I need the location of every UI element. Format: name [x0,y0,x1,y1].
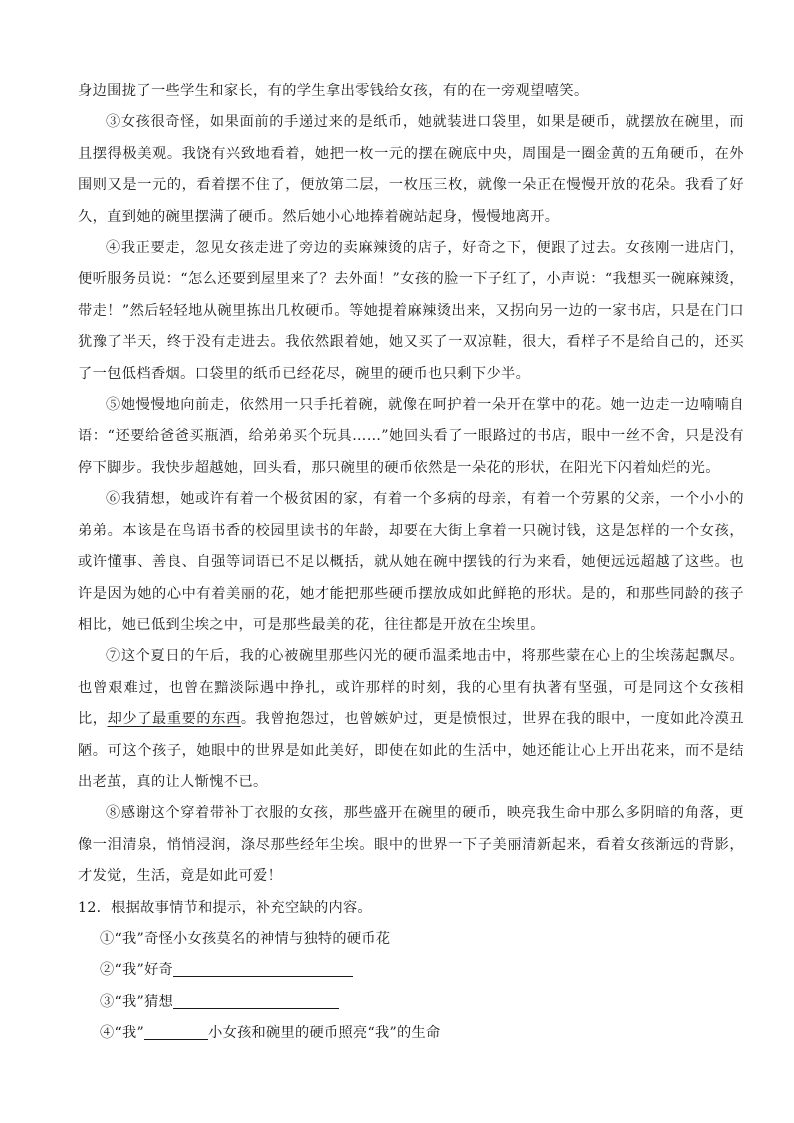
question-item-4 [78,1018,744,1049]
passage-paragraph-7 [78,641,744,798]
answer-blank-4[interactable] [144,1023,208,1040]
passage-paragraph-6: ⑥我猜想，她或许有着一个极贫困的家，有着一个多病的母亲，有着一个劳累的父亲，一个小小的弟弟。本该是在鸟语书香的校园里读书的年龄，却要在大街上拿着一只碗讨钱，这是怎样的一个女孩，或许懂事、善良、自强等词语已不足以概括，就从她在碗中摆钱的行为来看，她便远远超越了这些。也许是因为她的心中有着美丽的花，她才能把那些硬币摆放成如此鲜艳的形状。是的，和那些同龄的孩子相比，她已低到尘埃之中，可是那些最美的花，往往都是开放在尘埃里。 [78,491,744,633]
underlined-phrase: 却少了最重要的东西 [107,711,241,728]
paragraph-7-text-b: 。我曾抱怨过，也曾嫉妒过，更是愤恨过，世界在我的眼中，一度如此冷漠丑陋。可这个孩子，她眼中的世界是如此美好，即使在如此的生活中，她还能让心上开出花来，而不是结出老茧，真的让人惭愧不已。 [78,711,744,790]
question-item-3 [78,987,744,1018]
paragraph-7-text-a: ⑦这个夏日的午后，我的心被碗里那些闪光的硬币温柔地击中，将那些蒙在心上的尘埃荡起飘尽。也曾艰难过，也曾在黯淡际遇中挣扎，或许那样的时刻，我的心里有执著有坚强，可是同这个女孩相比， [78,648,744,728]
question-stem: 12．根据故事情节和提示，补充空缺的内容。 [78,899,372,916]
passage-paragraph-8: ⑧感谢这个穿着带补丁衣服的女孩，那些盛开在碗里的硬币，映亮我生命中那么多阴暗的角落，更像一泪清泉，悄悄浸润，涤尽那些经年尘埃。眼中的世界一下子美丽清新起来，看着女孩渐远的背影，才发觉，生活，竟是如此可爱！ [78,805,744,885]
item-4-label: ④“我” [100,1025,145,1042]
passage-paragraph-4: ④我正要走，忽见女孩走进了旁边的卖麻辣烫的店子，好奇之下，便跟了过去。女孩刚一进店门，便听服务员说：“怎么还要到屋里来了？去外面！”女孩的脸一下子红了，小声说：“我想买一碗麻辣烫，带走！”然后轻轻地从碗里拣出几枚硬币。等她提着麻辣烫出来，又拐向另一边的一家书店，只是在门口犹豫了半天，终于没有走进去。我依然跟着她，她又买了一双凉鞋，很大，看样子不是给自己的，还买了一包低档香烟。口袋里的纸币已经花尽，碗里的硬币也只剩下少半。 [78,240,744,382]
passage-paragraph-3: ③女孩很奇怪，如果面前的手递过来的是纸币，她就装进口袋里，如果是硬币，就摆放在碗里，而且摆得极美观。我饶有兴致地看着，她把一枚一元的摆在碗底中央，周围是一圈金黄的五角硬币，在外围则又是一元的，看着摆不住了，便放第二层，一枚压三枚，就像一朵正在慢慢开放的花朵。我看了好久，直到她的碗里摆满了硬币。然后她小心地捧着碗站起身，慢慢地离开。 [78,114,744,225]
passage-paragraph-5: ⑤她慢慢地向前走，依然用一只手托着碗，就像在呵护着一朵开在掌中的花。她一边走一边喃喃自语：“还要给爸爸买瓶酒，给弟弟买个玩具……”她回头看了一眼路过的书店，眼中一丝不舍，只是没有停下脚步。我快步超越她，回头看，那只碗里的硬币依然是一朵花的形状，在阳光下闪着灿烂的光。 [78,397,744,476]
passage-paragraph-cont: 身边围拢了一些学生和家长，有的学生拿出零钱给女孩，有的在一旁观望嘻笑。 [78,83,589,99]
item-3-label: ③“我”猜想 [100,993,174,1010]
item-4-text: 小女孩和碗里的硬币照亮“我”的生命 [208,1025,441,1042]
item-2-label: ②“我”好奇 [100,962,174,979]
answer-blank-2[interactable] [173,960,353,977]
answer-blank-3[interactable] [173,992,339,1009]
content-area [78,76,744,1050]
question-item-1: ①“我”奇怪小女孩莫名的神情与独特的硬币花 [100,930,391,947]
question-item-2 [78,955,744,986]
